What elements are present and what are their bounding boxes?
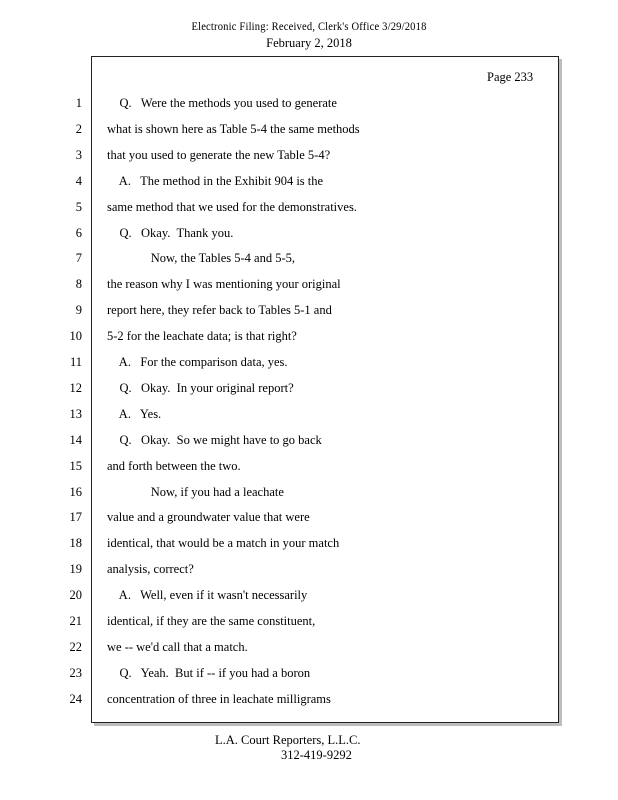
line-number: 18 [69,536,82,551]
footer-phone: 312-419-9292 [281,748,352,762]
transcript-date: February 2, 2018 [266,36,352,50]
line-number: 16 [69,484,82,499]
transcript-line-text: A. Yes. [107,406,162,421]
transcript-line-text: same method that we used for the demonstratives. [107,199,357,214]
line-number: 15 [69,458,82,473]
transcript-line-text: analysis, correct? [107,562,194,577]
transcript-line-text: A. For the comparison data, yes. [107,355,288,369]
transcript-line-text: Q. Were the methods you used to generate [107,96,337,110]
transcript-line-text: that you used to generate the new Table 5-4? [107,147,331,162]
transcript-line-text: value and a groundwater value that were [107,510,310,525]
transcript-line-text: what is shown here as Table 5-4 the same methods [107,121,360,136]
line-number: 17 [69,510,82,525]
transcript-line-text: and forth between the two. [107,458,241,473]
line-number: 1 [75,96,82,110]
transcript-line-text: we -- we'd call that a match. [107,639,248,654]
line-number: 23 [69,665,82,680]
line-number: 22 [69,639,82,654]
footer-company: L.A. Court Reporters, L.L.C. [215,733,361,747]
line-number: 3 [75,147,82,162]
transcript-line-text: report here, they refer back to Tables 5-1 and [107,303,332,318]
line-number: 19 [69,562,82,577]
line-number: 24 [69,691,82,706]
transcript-line-text: A. The method in the Exhibit 904 is the [107,173,324,188]
line-number: 11 [69,355,82,369]
line-number: 14 [69,432,82,447]
page-number: Page 233 [487,70,534,84]
line-number: 2 [75,121,82,136]
transcript-line-text: Q. Okay. In your original report? [107,380,294,395]
transcript-line-text: Now, the Tables 5-4 and 5-5, [107,251,295,266]
transcript-line-text: A. Well, even if it wasn't necessarily [107,588,308,603]
transcript-line-text: Q. Okay. Thank you. [107,225,234,240]
line-number: 6 [75,225,82,240]
transcript-line-text: identical, if they are the same constituent, [107,614,316,628]
transcript-line-text: Q. Okay. So we might have to go back [107,432,322,447]
line-number: 13 [69,406,82,421]
line-number: 10 [69,329,82,344]
transcript-line-text: 5-2 for the leachate data; is that right? [107,329,297,344]
transcript-line-text: Now, if you had a leachate [107,484,284,499]
line-number: 8 [75,277,82,292]
line-number: 21 [69,614,82,628]
line-number: 12 [69,380,82,395]
line-number: 20 [69,588,82,603]
transcript-line-text: concentration of three in leachate milligrams [107,691,331,706]
line-number: 7 [75,251,82,266]
transcript-line-text: the reason why I was mentioning your original [107,277,341,292]
line-number: 5 [75,199,82,214]
line-number: 9 [75,303,82,318]
filing-stamp: Electronic Filing: Received, Clerk's Office 3/29/2018 [191,19,427,33]
line-number: 4 [75,173,82,188]
transcript-line-text: Q. Yeah. But if -- if you had a boron [107,665,311,680]
transcript-line-text: identical, that would be a match in your match [107,536,340,551]
